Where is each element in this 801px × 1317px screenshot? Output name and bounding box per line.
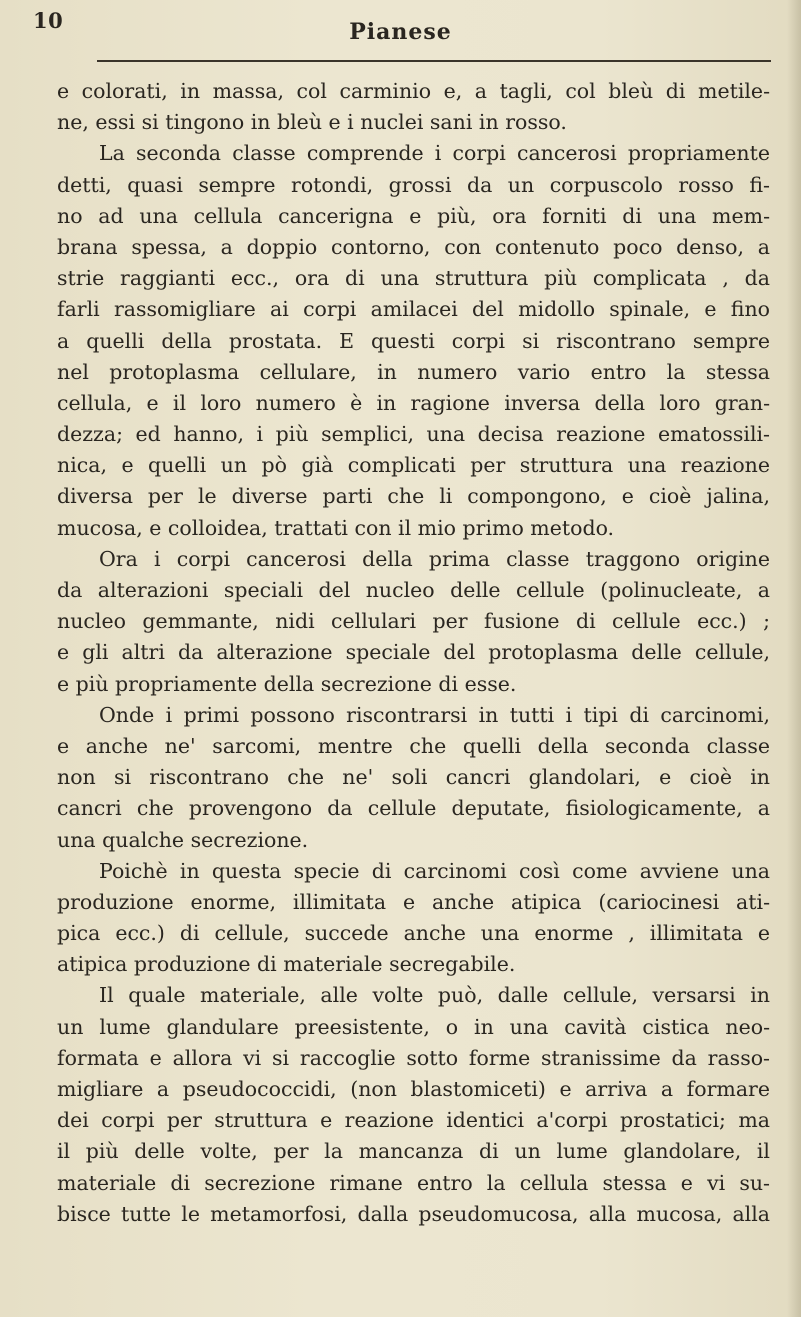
- text-line: migliare a pseudococcidi, (non blastomiceti) e arriva a formare: [57, 1077, 770, 1101]
- text-line: brana spessa, a doppio contorno, con contenuto poco denso, a: [57, 234, 770, 259]
- text-line: e gli altri da alterazione speciale del protoplasma delle cellule,: [57, 640, 770, 665]
- text-line: formata e allora vi si raccoglie sotto forme stranissime da rasso-: [57, 1045, 770, 1070]
- text-line: cellula, e il loro numero è in ragione inversa della loro gran-: [57, 390, 770, 415]
- text-line: nucleo gemmante, nidi cellulari per fusione di cellule ecc.) ;: [57, 609, 770, 634]
- page-number: 10: [33, 8, 64, 33]
- text-line: e più propriamente della secrezione di esse.: [57, 671, 517, 696]
- header-rule: [97, 60, 771, 62]
- text-line: detti, quasi sempre rotondi, grossi da un corpuscolo rosso fi-: [57, 172, 770, 197]
- text-line: Onde i primi possono riscontrarsi in tutti i tipi di carcinomi,: [99, 702, 770, 727]
- text-line: una qualche secrezione.: [57, 827, 309, 852]
- page-edge-shadow: [787, 0, 801, 1317]
- text-line: ne, essi si tingono in bleù e i nuclei sani in rosso.: [57, 110, 567, 135]
- text-line: dezza; ed hanno, i più semplici, una decisa reazione ematossili-: [57, 422, 770, 447]
- text-line: a quelli della prostata. E questi corpi si riscontrano sempre: [57, 328, 770, 353]
- text-line: Poichè in questa specie di carcinomi così come avviene una: [99, 858, 770, 883]
- text-line: Il quale materiale, alle volte può, dalle cellule, versarsi in: [99, 983, 770, 1008]
- text-line: e colorati, in massa, col carminio e, a tagli, col bleù di metile-: [57, 79, 770, 103]
- text-line: nica, e quelli un pò già complicati per struttura una reazione: [57, 453, 770, 478]
- text-line: diversa per le diverse parti che li compongono, e cioè jalina,: [57, 484, 770, 509]
- text-line: La seconda classe comprende i corpi cancerosi propriamente: [99, 141, 770, 166]
- running-head: Pianese: [349, 19, 452, 45]
- body-text: [57, 76, 770, 1230]
- text-line: il più delle volte, per la mancanza di un lume glandolare, il: [57, 1139, 770, 1164]
- text-line: materiale di secrezione rimane entro la cellula stessa e vi su-: [57, 1170, 770, 1195]
- text-line: e anche ne' sarcomi, mentre che quelli della seconda classe: [57, 733, 770, 758]
- text-line: bisce tutte le metamorfosi, dalla pseudomucosa, alla mucosa, alla: [57, 1201, 770, 1226]
- text-line: mucosa, e colloidea, trattati con il mio primo metodo.: [57, 515, 615, 540]
- text-line: pica ecc.) di cellule, succede anche una enorme , illimitata e: [57, 921, 770, 946]
- text-line: Ora i corpi cancerosi della prima classe traggono origine: [99, 546, 770, 571]
- text-line: nel protoplasma cellulare, in numero vario entro la stessa: [57, 359, 770, 384]
- text-line: farli rassomigliare ai corpi amilacei del midollo spinale, e fino: [57, 297, 770, 322]
- text-line: strie raggianti ecc., ora di una struttura più complicata , da: [57, 266, 770, 291]
- text-line: produzione enorme, illimitata e anche atipica (cariocinesi ati-: [57, 889, 770, 914]
- text-line: no ad una cellula cancerigna e più, ora forniti di una mem-: [57, 203, 770, 228]
- text-line: non si riscontrano che ne' soli cancri glandolari, e cioè in: [57, 765, 770, 790]
- text-line: da alterazioni speciali del nucleo delle cellule (polinucleate, a: [57, 578, 770, 602]
- text-line: atipica produzione di materiale secregabile.: [57, 952, 516, 977]
- text-line: cancri che provengono da cellule deputate, fisiologicamente, a: [57, 796, 770, 821]
- text-line: un lume glandulare preesistente, o in una cavità cistica neo-: [57, 1014, 770, 1039]
- text-line: dei corpi per struttura e reazione identici a'corpi prostatici; ma: [57, 1108, 770, 1133]
